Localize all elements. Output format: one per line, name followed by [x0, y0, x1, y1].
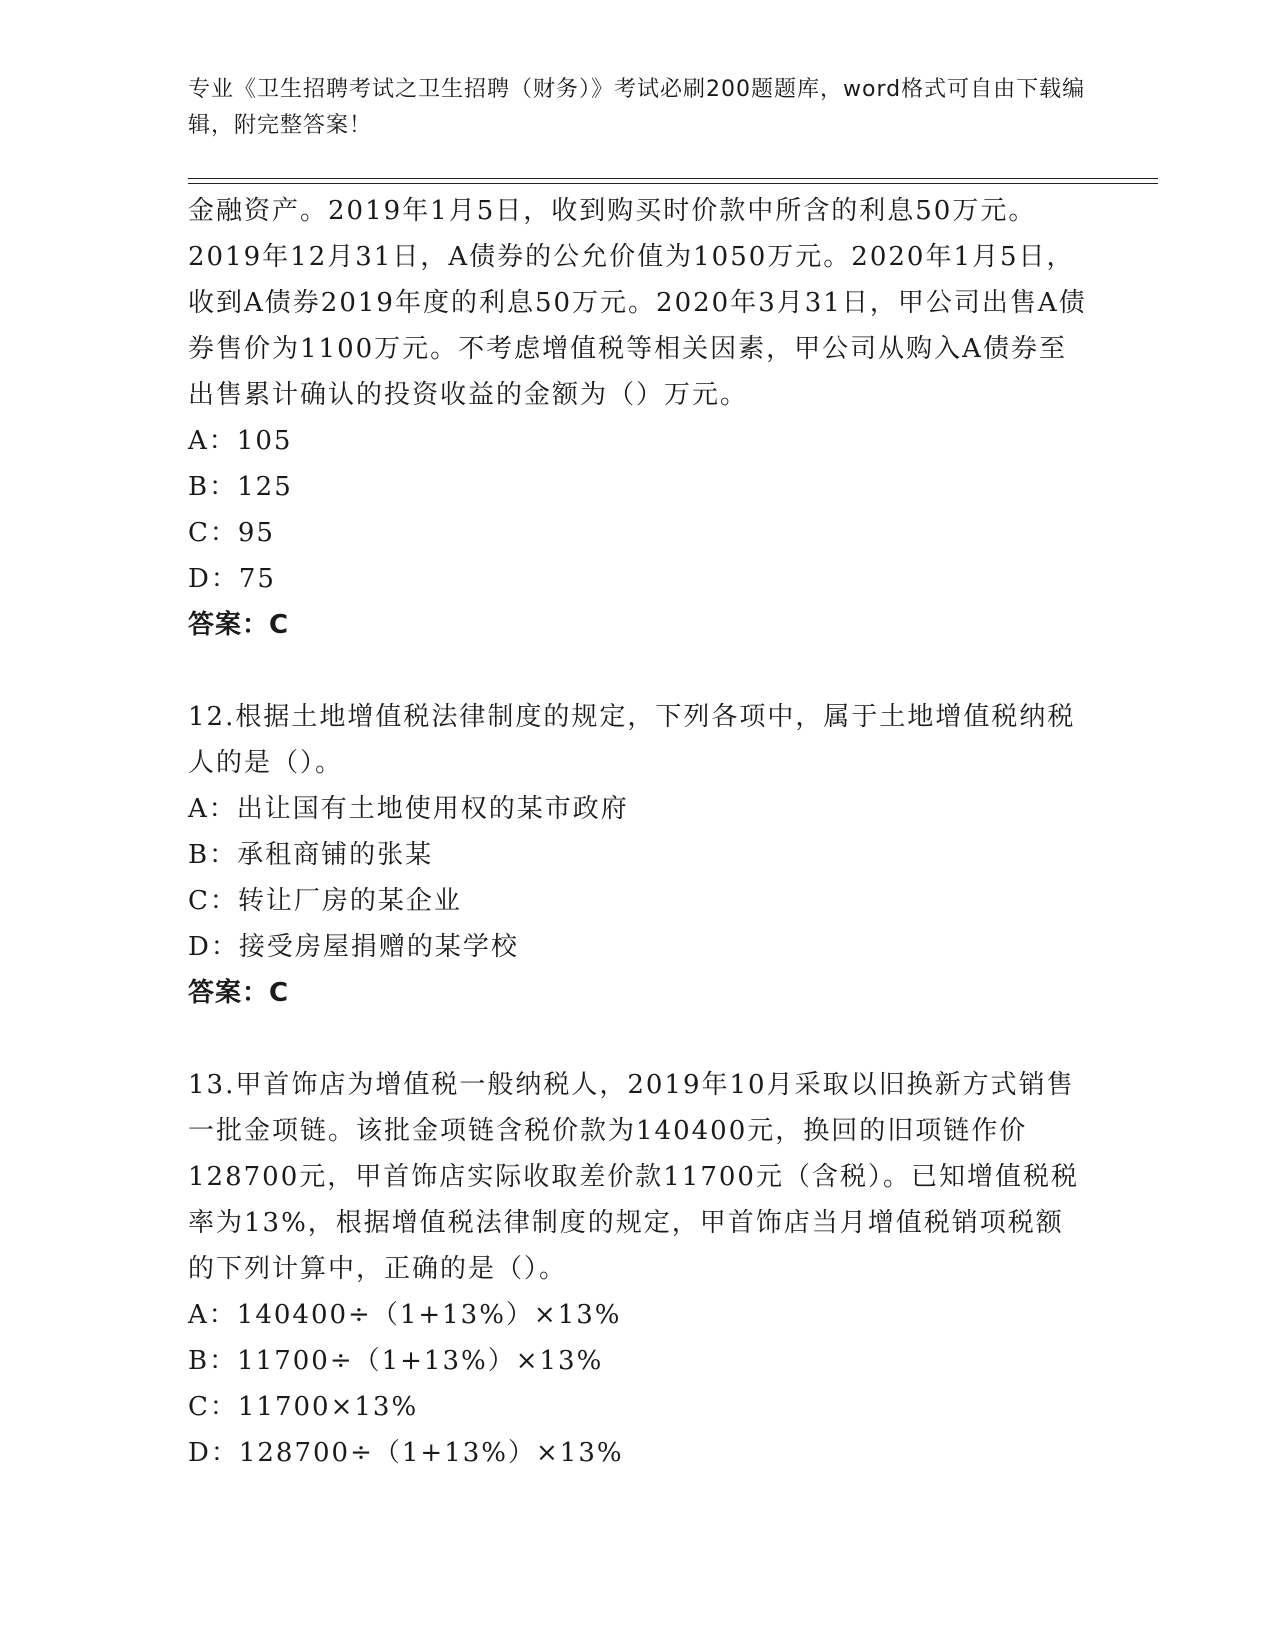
- question-text: 13.甲首饰店为增值税一般纳税人，2019年10月采取以旧换新方式销售一批金项链。该批金项链含税价款为140400元，换回的旧项链作价128700元，甲首饰店实际收取差价款11700元（含税）。已知增值税税率为13%，根据增值税法律制度的规定，甲首饰店当月增值税销项税额的下列计算中，正确的是（）。: [188, 1070, 1079, 1284]
- option-b: B：11700÷（1+13%）×13%: [188, 1346, 604, 1376]
- option-d: D：128700÷（1+13%）×13%: [188, 1438, 624, 1468]
- question-text: 金融资产。2019年1月5日，收到购买时价款中所含的利息50万元。2019年12月31日，A债券的公允价值为1050万元。2020年1月5日，收到A债券2019年度的利息50万元。2020年3月31日，甲公司出售A债券售价为1100万元。不考虑增值税等相关因素，甲公司从购入A债券至出售累计确认的投资收益的金额为（）万元。: [188, 196, 1087, 410]
- question-12: [188, 694, 1088, 1016]
- option-b: B：125: [188, 472, 293, 502]
- option-d: D：75: [188, 564, 276, 594]
- option-a: A：105: [188, 426, 293, 456]
- spacer: [188, 1016, 1088, 1062]
- spacer: [188, 648, 1088, 694]
- option-c: C：11700×13%: [188, 1392, 419, 1422]
- header-title: 专业《卫生招聘考试之卫生招聘（财务）》考试必刷200题题库，word格式可自由下载编辑，附完整答案！: [188, 77, 1086, 138]
- option-c: C：转让厂房的某企业: [188, 886, 462, 916]
- option-a: A：140400÷（1+13%）×13%: [188, 1300, 622, 1330]
- page-header: [188, 72, 1088, 144]
- question-content: [188, 188, 1088, 1476]
- option-c: C：95: [188, 518, 275, 548]
- question-11-continued: [188, 188, 1088, 648]
- question-text: 12.根据土地增值税法律制度的规定，下列各项中，属于土地增值税纳税人的是（）。: [188, 702, 1076, 778]
- option-d: D：接受房屋捐赠的某学校: [188, 932, 519, 962]
- answer: 答案：C: [188, 610, 290, 640]
- option-b: B：承租商铺的张某: [188, 840, 434, 870]
- option-a: A：出让国有土地使用权的某市政府: [188, 794, 629, 824]
- question-13: [188, 1062, 1088, 1476]
- answer: 答案：C: [188, 978, 290, 1008]
- header-divider: [188, 178, 1158, 184]
